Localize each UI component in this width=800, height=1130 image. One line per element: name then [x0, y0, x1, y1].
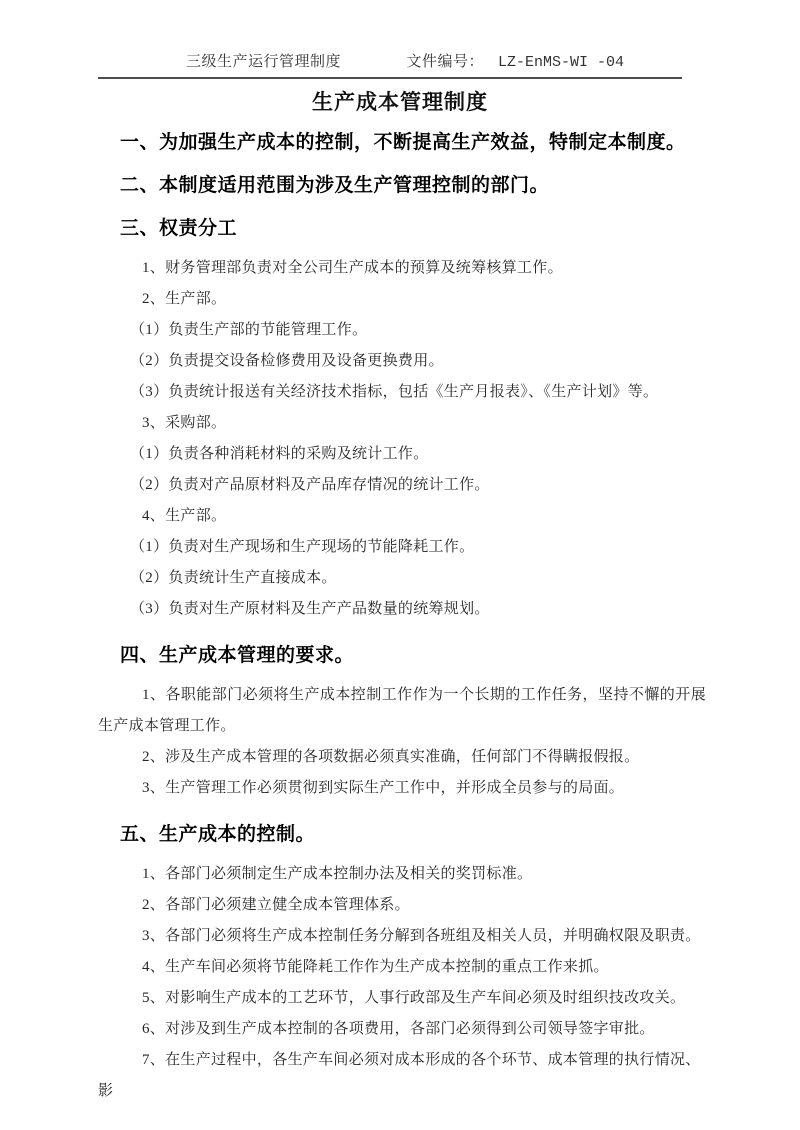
paragraph-heading: 五、生产成本的控制。 [120, 824, 316, 845]
paragraph-item: 3、各部门必须将生产成本控制任务分解到各班组及相关人员，并明确权限及职责。 [142, 928, 701, 944]
paragraph-item: 3、采购部。 [142, 415, 227, 431]
document-header [98, 50, 682, 79]
paragraph-item: 5、对影响生产成本的工艺环节，人事行政部及生产车间必须及时组织技改攻关。 [142, 990, 686, 1006]
paragraph-heading: 三、权责分工 [120, 218, 238, 239]
doc-number-group [406, 50, 624, 71]
paragraph-subitem: （2）负责统计生产直接成本。 [130, 570, 337, 586]
doc-number-label: 文件编号： [406, 54, 484, 70]
paragraph-subitem: （1）负责对生产现场和生产现场的节能降耗工作。 [130, 539, 475, 555]
paragraph-subitem: （2）负责提交设备检修费用及设备更换费用。 [130, 353, 444, 369]
paragraph-heading: 四、生产成本管理的要求。 [120, 645, 355, 666]
paragraph-item: 2、生产部。 [142, 291, 227, 307]
paragraph-item: 3、生产管理工作必须贯彻到实际生产工作中，并形成全员参与的局面。 [142, 780, 625, 796]
paragraph-subitem: （3）负责对生产原材料及生产产品数量的统筹规划。 [130, 601, 490, 617]
paragraph-subitem: （1）负责生产部的节能管理工作。 [130, 322, 368, 338]
paragraph-subitem: （1）负责各种消耗材料的采购及统计工作。 [130, 446, 429, 462]
paragraph-item: 4、生产车间必须将节能降耗工作作为生产成本控制的重点工作来抓。 [142, 959, 609, 975]
paragraph-heading: 二、本制度适用范围为涉及生产管理控制的部门。 [120, 175, 550, 196]
paragraph-item: 2、涉及生产成本管理的各项数据必须真实准确，任何部门不得瞒报假报。 [142, 749, 640, 765]
doc-category: 三级生产运行管理制度 [186, 54, 342, 70]
paragraph-subitem: （3）负责统计报送有关经济技术指标，包括《生产月报表》、《生产计划》等。 [130, 384, 659, 400]
paragraph-item: 4、生产部。 [142, 508, 227, 524]
paragraph-heading: 一、为加强生产成本的控制，不断提高生产效益，特制定本制度。 [120, 132, 686, 153]
paragraph-item: 6、对涉及到生产成本控制的各项费用，各部门必须得到公司领导签字审批。 [142, 1021, 655, 1037]
page-title: 生产成本管理制度 [312, 90, 488, 114]
doc-number-value: LZ-EnMS-WI -04 [497, 54, 624, 71]
paragraph-item: 1、财务管理部负责对全公司生产成本的预算及统筹核算工作。 [142, 260, 563, 276]
paragraph-item: 1、各部门必须制定生产成本控制办法及相关的奖罚标准。 [142, 866, 533, 882]
paragraph-item: 7、在生产过程中，各生产车间必须对成本形成的各个环节、成本管理的执行情况、影 [98, 1052, 701, 1099]
paragraph-para: 1、各职能部门必须将生产成本控制工作作为一个长期的工作任务，坚持不懈的开展生产成本管理工作。 [98, 687, 706, 734]
paragraph-subitem: （2）负责对产品原材料及产品库存情况的统计工作。 [130, 477, 490, 493]
document-body [98, 112, 706, 1107]
paragraph-item: 2、各部门必须建立健全成本管理体系。 [142, 897, 410, 913]
